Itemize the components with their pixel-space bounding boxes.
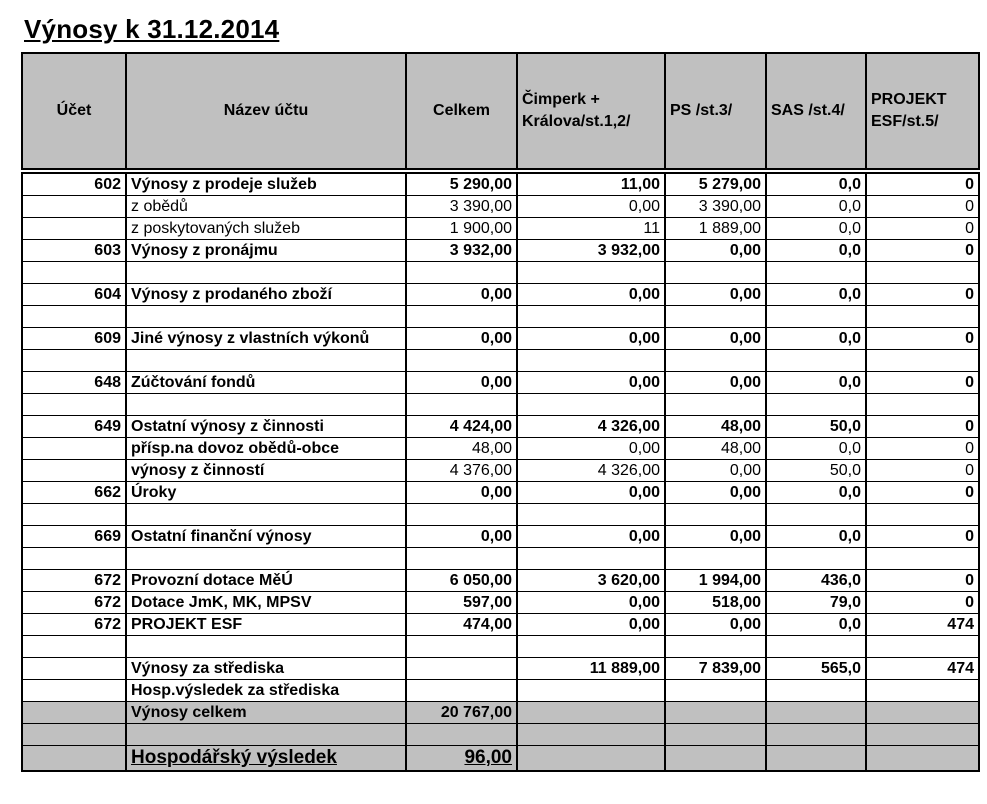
cell-ps: 1 994,00 [665,570,766,592]
cell-ps: 0,00 [665,614,766,636]
cell-nazev: Ostatní finanční výnosy [126,526,406,548]
cell-sas [766,394,866,416]
table-row [22,680,979,702]
cell-nazev: Výnosy celkem [126,702,406,724]
cell-ucet [22,218,126,240]
cell-ps [665,262,766,284]
cell-sas: 565,0 [766,658,866,680]
cell-projekt: 0 [866,526,979,548]
cell-cimperk [517,504,665,526]
cell-sas: 50,0 [766,460,866,482]
cell-cimperk: 4 326,00 [517,460,665,482]
cell-ps: 7 839,00 [665,658,766,680]
cell-celkem [406,504,517,526]
cell-ps: 1 889,00 [665,218,766,240]
cell-celkem: 474,00 [406,614,517,636]
cell-cimperk [517,724,665,746]
cell-ucet [22,460,126,482]
cell-nazev: Dotace JmK, MK, MPSV [126,592,406,614]
cell-ucet [22,262,126,284]
cell-celkem: 3 932,00 [406,240,517,262]
cell-celkem: 4 424,00 [406,416,517,438]
cell-sas: 79,0 [766,592,866,614]
table-row [22,372,979,394]
cell-cimperk [517,680,665,702]
cell-projekt [866,394,979,416]
cell-ps: 518,00 [665,592,766,614]
cell-ucet [22,746,126,772]
header-projekt-line2: ESF/st.5/ [871,113,939,130]
cell-cimperk: 0,00 [517,328,665,350]
cell-projekt: 0 [866,460,979,482]
cell-ps [665,350,766,372]
cell-ps [665,702,766,724]
cell-celkem: 0,00 [406,482,517,504]
cell-projekt: 0 [866,438,979,460]
table-body [22,171,979,771]
table-row [22,416,979,438]
cell-nazev [126,636,406,658]
cell-cimperk: 11,00 [517,171,665,196]
cell-projekt: 0 [866,416,979,438]
cell-projekt: 0 [866,171,979,196]
cell-cimperk: 0,00 [517,438,665,460]
cell-celkem: 20 767,00 [406,702,517,724]
cell-projekt: 0 [866,328,979,350]
cell-ps [665,394,766,416]
cell-sas: 436,0 [766,570,866,592]
cell-cimperk [517,262,665,284]
cell-nazev: Hosp.výsledek za střediska [126,680,406,702]
cell-cimperk: 11 [517,218,665,240]
cell-projekt [866,504,979,526]
cell-sas: 0,0 [766,218,866,240]
cell-cimperk [517,702,665,724]
cell-cimperk: 3 932,00 [517,240,665,262]
final-result-label: Hospodářský výsledek [131,747,337,768]
table-row [22,570,979,592]
cell-sas [766,746,866,772]
cell-nazev: Úroky [126,482,406,504]
cell-cimperk: 0,00 [517,592,665,614]
cell-celkem [406,636,517,658]
cell-nazev: Výnosy z prodeje služeb [126,171,406,196]
cell-celkem [406,724,517,746]
cell-ucet: 672 [22,570,126,592]
page-title: Výnosy k 31.12.2014 [24,14,280,44]
cell-sas [766,262,866,284]
header-cimperk-line1: Čimperk + [522,91,600,108]
table-row [22,460,979,482]
cell-projekt [866,746,979,772]
cell-celkem [406,658,517,680]
cell-sas: 0,0 [766,171,866,196]
table-row [22,702,979,724]
cell-ps [665,504,766,526]
cell-projekt [866,636,979,658]
cell-celkem: 0,00 [406,526,517,548]
cell-celkem [406,394,517,416]
table-row [22,504,979,526]
cell-projekt: 0 [866,372,979,394]
table-row [22,218,979,240]
table-row [22,724,979,746]
table-row [22,438,979,460]
cell-ps: 3 390,00 [665,196,766,218]
cell-projekt: 474 [866,614,979,636]
cell-ps: 0,00 [665,460,766,482]
cell-celkem [406,306,517,328]
cell-ps [665,724,766,746]
cell-ucet: 672 [22,592,126,614]
cell-projekt: 474 [866,658,979,680]
cell-projekt [866,548,979,570]
cell-projekt [866,680,979,702]
cell-sas [766,548,866,570]
cell-celkem: 1 900,00 [406,218,517,240]
cell-ps [665,306,766,328]
header-projekt [866,53,979,171]
cell-nazev [126,350,406,372]
cell-cimperk: 0,00 [517,482,665,504]
table-row [22,171,979,196]
cell-cimperk: 11 889,00 [517,658,665,680]
cell-nazev: výnosy z činností [126,460,406,482]
revenue-table [21,52,980,772]
cell-projekt: 0 [866,196,979,218]
cell-ucet [22,504,126,526]
cell-cimperk [517,306,665,328]
header-cimperk-line2: Králova/st.1,2/ [522,113,631,130]
table-row [22,526,979,548]
cell-nazev [126,724,406,746]
cell-projekt [866,306,979,328]
cell-projekt [866,262,979,284]
cell-cimperk: 0,00 [517,196,665,218]
cell-sas [766,680,866,702]
cell-cimperk: 0,00 [517,614,665,636]
cell-ps: 5 279,00 [665,171,766,196]
cell-ucet: 649 [22,416,126,438]
cell-nazev: Zúčtování fondů [126,372,406,394]
header-cimperk [517,53,665,171]
final-result-value: 96,00 [464,747,512,768]
table-row [22,548,979,570]
cell-projekt: 0 [866,482,979,504]
cell-cimperk: 0,00 [517,526,665,548]
cell-nazev: Ostatní výnosy z činnosti [126,416,406,438]
table-row [22,306,979,328]
cell-projekt [866,724,979,746]
header-ps: PS /st.3/ [665,53,766,171]
table-row [22,350,979,372]
cell-nazev [126,262,406,284]
cell-celkem: 4 376,00 [406,460,517,482]
table-row [22,328,979,350]
header-celkem: Celkem [406,53,517,171]
cell-ucet [22,306,126,328]
table-row [22,196,979,218]
cell-celkem: 6 050,00 [406,570,517,592]
table-row [22,636,979,658]
cell-ps: 0,00 [665,482,766,504]
cell-sas: 0,0 [766,328,866,350]
table-row [22,262,979,284]
cell-cimperk: 4 326,00 [517,416,665,438]
cell-sas [766,350,866,372]
cell-ucet [22,394,126,416]
table-row [22,592,979,614]
cell-ucet [22,636,126,658]
cell-nazev: Výnosy z pronájmu [126,240,406,262]
cell-sas [766,724,866,746]
cell-ps [665,636,766,658]
cell-projekt: 0 [866,284,979,306]
cell-nazev [126,394,406,416]
cell-nazev [126,504,406,526]
cell-ucet [22,724,126,746]
header-projekt-line1: PROJEKT [871,91,947,108]
table-row [22,240,979,262]
cell-ucet [22,438,126,460]
cell-nazev: Jiné výnosy z vlastních výkonů [126,328,406,350]
cell-celkem: 0,00 [406,372,517,394]
cell-projekt: 0 [866,570,979,592]
cell-celkem: 0,00 [406,328,517,350]
cell-nazev: Provozní dotace MěÚ [126,570,406,592]
cell-celkem [406,262,517,284]
header-nazev: Název účtu [126,53,406,171]
cell-cimperk [517,394,665,416]
cell-ucet: 662 [22,482,126,504]
cell-cimperk: 0,00 [517,372,665,394]
cell-celkem: 3 390,00 [406,196,517,218]
cell-cimperk [517,548,665,570]
table-row [22,284,979,306]
table-header-row [22,53,979,171]
cell-celkem: 48,00 [406,438,517,460]
cell-sas: 0,0 [766,482,866,504]
cell-sas: 0,0 [766,284,866,306]
cell-nazev [126,548,406,570]
cell-ps: 0,00 [665,240,766,262]
cell-celkem: 597,00 [406,592,517,614]
cell-cimperk [517,350,665,372]
cell-sas: 0,0 [766,372,866,394]
cell-ucet: 672 [22,614,126,636]
cell-projekt: 0 [866,592,979,614]
cell-ucet: 604 [22,284,126,306]
cell-ucet: 609 [22,328,126,350]
cell-ucet [22,680,126,702]
cell-nazev [126,746,406,772]
header-ucet: Účet [22,53,126,171]
cell-nazev: z obědů [126,196,406,218]
cell-nazev: přísp.na dovoz obědů-obce [126,438,406,460]
cell-ps: 0,00 [665,328,766,350]
table-row [22,394,979,416]
cell-projekt: 0 [866,218,979,240]
cell-sas [766,504,866,526]
cell-projekt [866,350,979,372]
cell-ucet: 602 [22,171,126,196]
cell-ps: 48,00 [665,438,766,460]
cell-ps: 0,00 [665,372,766,394]
cell-celkem: 0,00 [406,284,517,306]
cell-sas: 0,0 [766,196,866,218]
cell-nazev: Výnosy z prodaného zboží [126,284,406,306]
header-sas: SAS /st.4/ [766,53,866,171]
cell-nazev: PROJEKT ESF [126,614,406,636]
cell-cimperk: 3 620,00 [517,570,665,592]
cell-sas: 50,0 [766,416,866,438]
cell-ucet: 669 [22,526,126,548]
cell-celkem: 5 290,00 [406,171,517,196]
cell-celkem [406,746,517,772]
cell-ps [665,680,766,702]
cell-ps: 48,00 [665,416,766,438]
cell-celkem [406,350,517,372]
cell-ps: 0,00 [665,284,766,306]
table-row [22,482,979,504]
cell-celkem [406,548,517,570]
cell-ucet [22,658,126,680]
cell-ucet [22,702,126,724]
cell-projekt [866,702,979,724]
cell-celkem [406,680,517,702]
table-row [22,746,979,772]
cell-nazev: z poskytovaných služeb [126,218,406,240]
table-row [22,614,979,636]
cell-ucet: 603 [22,240,126,262]
cell-ps: 0,00 [665,526,766,548]
cell-ucet [22,196,126,218]
cell-ps [665,548,766,570]
table-row [22,658,979,680]
cell-ucet [22,350,126,372]
cell-ucet [22,548,126,570]
cell-cimperk [517,636,665,658]
cell-sas: 0,0 [766,526,866,548]
cell-ps [665,746,766,772]
cell-sas: 0,0 [766,438,866,460]
cell-sas [766,636,866,658]
cell-cimperk: 0,00 [517,284,665,306]
cell-sas [766,702,866,724]
cell-cimperk [517,746,665,772]
cell-projekt: 0 [866,240,979,262]
cell-nazev: Výnosy za střediska [126,658,406,680]
cell-nazev [126,306,406,328]
cell-sas: 0,0 [766,240,866,262]
cell-ucet: 648 [22,372,126,394]
cell-sas: 0,0 [766,614,866,636]
cell-sas [766,306,866,328]
